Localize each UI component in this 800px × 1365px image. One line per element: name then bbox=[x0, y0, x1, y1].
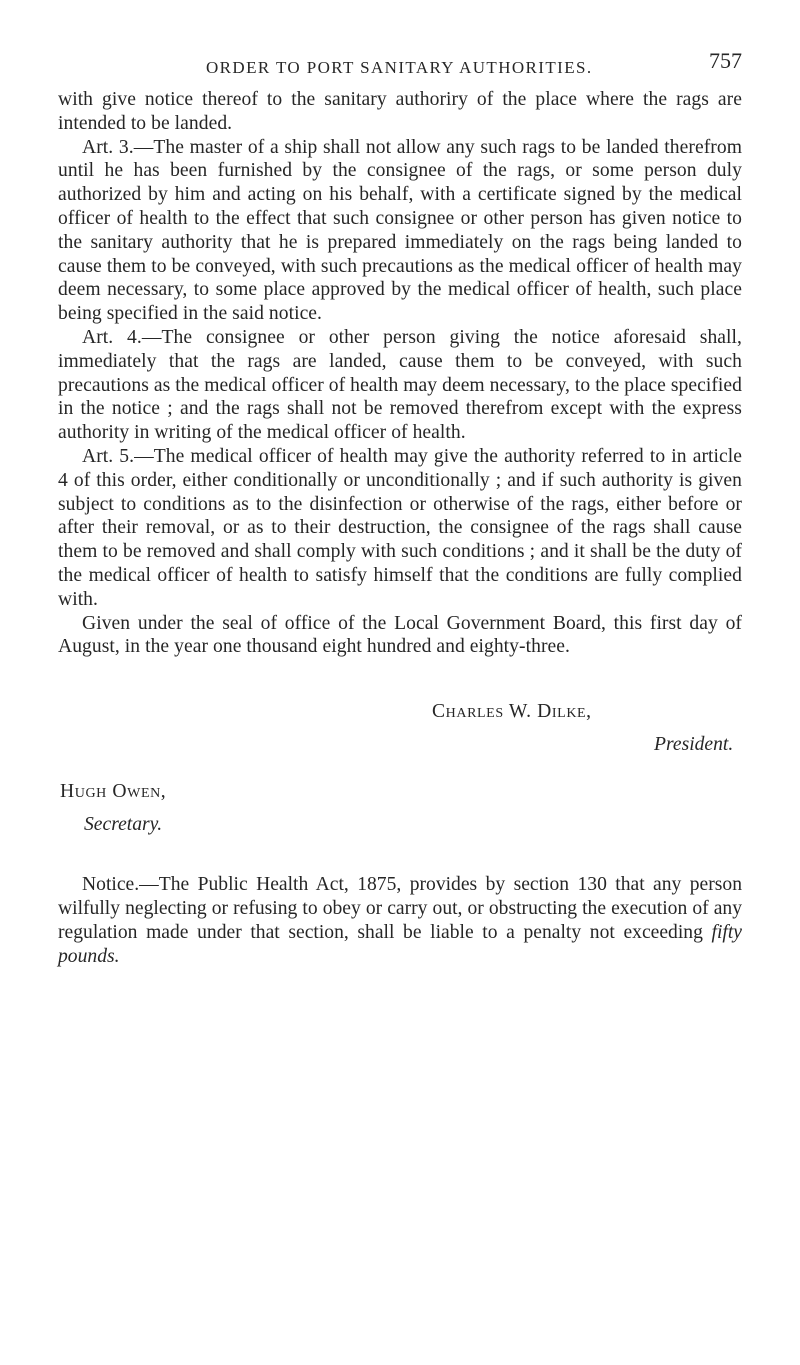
notice-text: Notice.—The Public Health Act, 1875, provides by section 130 that any person wilfully neglecting or refusing to obey or carry out, or obstructing the execution of any regulation made under that section, shall be liable to a penalty not exceeding bbox=[58, 874, 742, 943]
president-title: President. bbox=[654, 734, 734, 756]
notice-penalty: fifty pounds. bbox=[58, 921, 742, 967]
running-head bbox=[58, 48, 742, 88]
secretary-title: Secretary. bbox=[84, 814, 163, 836]
paragraph-article-3: Art. 3.—The master of a ship shall not allow any such rags to be landed therefrom until he has been furnished by the consignee of the rags, or some person duly authorized by him and acting on his behalf, with a certificate signed by the medical officer of health to the effect that such consignee or other person has given notice to the sanitary authority that he is prepared immediately on the rags being landed to cause them to be conveyed, with such precautions as the medical officer of health may deem necessary, to some place approved by the medical officer of health, such place being specified in the said notice. bbox=[58, 136, 742, 325]
notice-paragraph bbox=[58, 873, 742, 968]
paragraph-continuation: with give notice thereof to the sanitary authoriry of the place where the rags are intended to be landed. bbox=[58, 89, 742, 134]
secretary-name: Hugh Owen, bbox=[60, 781, 167, 803]
president-name: Charles W. Dilke, bbox=[432, 701, 592, 723]
paragraph-given-under-seal: Given under the seal of office of the Local Government Board, this first day of August, in the year one thousand eight hundred and eighty-three. bbox=[58, 612, 742, 658]
running-title: ORDER TO PORT SANITARY AUTHORITIES. bbox=[206, 58, 593, 77]
paragraph-article-5: Art. 5.—The medical officer of health may give the authority referred to in article 4 of this order, either conditionally or unconditionally ; and if such authority is given subject to conditions as to the disinfection or otherwise of the rags, either before or after their removal, or as to their destruction, the consignee of the rags shall cause them to be removed and shall comply with such conditions ; and it shall be the duty of the medical officer of health to satisfy himself that the conditions are fully complied with. bbox=[58, 445, 742, 610]
page-number: 757 bbox=[709, 48, 742, 73]
signature-block bbox=[58, 659, 742, 836]
paragraph-article-4: Art. 4.—The consignee or other person giving the notice aforesaid shall, immediately that the rags are landed, cause them to be conveyed, with such precautions as the medical officer of health may deem necessary, to the place specified in the notice ; and the rags shall not be removed therefrom except with the express authority in writing of the medical officer of health. bbox=[58, 326, 742, 444]
body-text bbox=[58, 88, 742, 659]
